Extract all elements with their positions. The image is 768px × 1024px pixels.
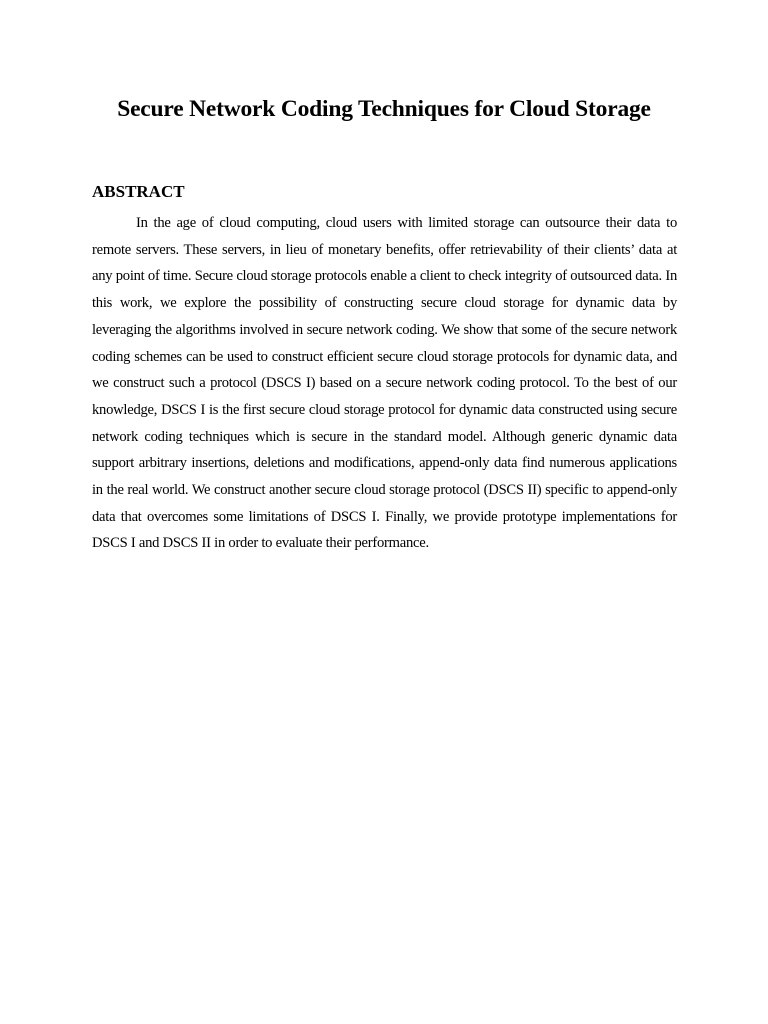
- abstract-paragraph: In the age of cloud computing, cloud users with limited storage can outsource their data to remote servers. These servers, in lieu of monetary benefits, offer retrievability of their clients’ data at any point of time. Secure cloud storage protocols enable a client to check integrity of outsourced data. In this work, we explore the possibility of constructing secure cloud storage for dynamic data by leveraging the algorithms involved in secure network coding. We show that some of the secure network coding schemes can be used to construct efficient secure cloud storage protocols for dynamic data, and we construct such a protocol (DSCS I) based on a secure network coding protocol. To the best of our knowledge, DSCS I is the first secure cloud storage protocol for dynamic data constructed using secure network coding techniques which is secure in the standard model. Although generic dynamic data support arbitrary insertions, deletions and modifications, append-only data find numerous applications in the real world. We construct another secure cloud storage protocol (DSCS II) specific to append-only data that overcomes some limitations of DSCS I. Finally, we provide prototype implementations for DSCS I and DSCS II in order to evaluate their performance.: [92, 215, 677, 552]
- abstract-heading: ABSTRACT: [92, 182, 185, 201]
- document-title: Secure Network Coding Techniques for Cloud Storage: [117, 96, 651, 122]
